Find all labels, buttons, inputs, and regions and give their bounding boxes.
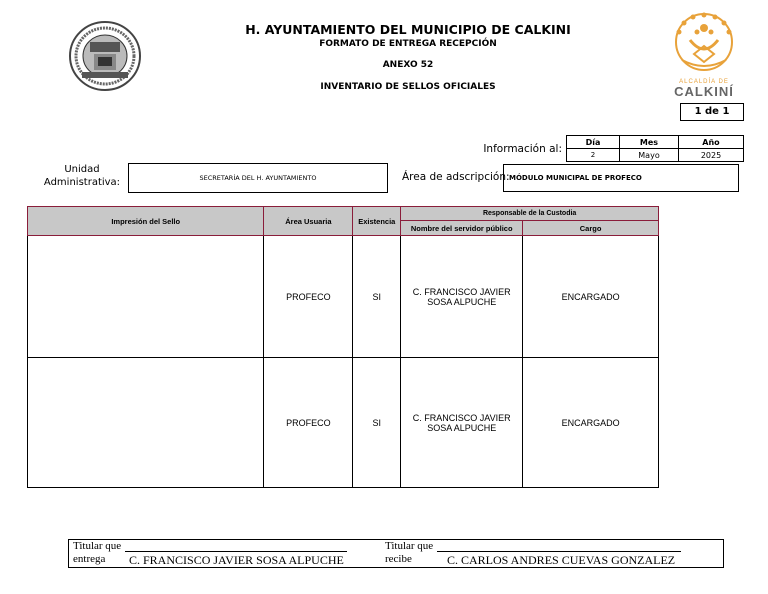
logo-text-calkini: CALKINÍ [674,84,734,99]
recibe-label-line2: recibe [385,553,412,565]
cargo-cell: ENCARGADO [523,358,659,488]
col-cargo: Cargo [523,221,659,236]
entrega-name: C. FRANCISCO JAVIER SOSA ALPUCHE [129,553,344,567]
anio-value: 2025 [679,149,744,162]
area-adscripcion-label: Área de adscripción: [402,171,510,183]
seals-inventory-table [27,206,659,488]
document-title: H. AYUNTAMIENTO DEL MUNICIPIO DE CALKINI [245,22,571,37]
calkini-logo [662,10,746,99]
signature-block [68,539,724,568]
unidad-administrativa-label [40,163,124,189]
existencia-cell: SI [353,236,401,358]
entrega-label-line2: entrega [73,553,106,565]
anio-header: Año [679,136,744,149]
area-usuaria-cell: PROFECO [264,358,353,488]
annex-label: ANEXO 52 [382,60,434,70]
table-row [28,358,659,488]
unidad-label-line1: Unidad [64,164,100,175]
recibe-signature [381,540,721,567]
table-row [28,236,659,358]
page-number: 1 de 1 [680,103,744,121]
entrega-label-line1: Titular que [73,540,122,552]
entrega-signature [69,540,381,567]
unidad-administrativa-value: SECRETARÍA DEL H. AYUNTAMIENTO [128,163,388,193]
municipal-seal-logo [68,20,142,92]
mes-value: Mayo [620,149,679,162]
col-area-usuaria: Área Usuaria [264,207,353,236]
seal-impression-cell [28,236,264,358]
entrega-label [73,540,121,566]
cargo-cell: ENCARGADO [523,236,659,358]
nombre-cell: C. FRANCISCO JAVIER SOSA ALPUCHE [401,236,523,358]
recibe-label-line1: Titular que [385,540,434,552]
area-usuaria-cell: PROFECO [264,236,353,358]
inventory-title: INVENTARIO DE SELLOS OFICIALES [320,82,496,92]
col-existencia: Existencia [353,207,401,236]
col-responsable: Responsable de la Custodia [401,207,659,221]
logo-text-alcaldia: ALCALDÍA DE [679,79,729,85]
unidad-label-line2: Administrativa: [43,177,121,188]
recibe-name: C. CARLOS ANDRES CUEVAS GONZALEZ [447,553,676,567]
document-subtitle: FORMATO DE ENTREGA RECEPCIÓN [319,39,497,49]
mes-header: Mes [620,136,679,149]
nombre-cell: C. FRANCISCO JAVIER SOSA ALPUCHE [401,358,523,488]
entrega-signature-line [125,551,347,552]
dia-value: 2 [567,149,620,162]
col-nombre: Nombre del servidor público [401,221,523,236]
date-table [566,135,744,162]
area-adscripcion-value: MÓDULO MUNICIPAL DE PROFECO [503,164,739,192]
col-impresion: Impresión del Sello [28,207,264,236]
info-date-label: Información al: [483,143,562,155]
seal-impression-cell [28,358,264,488]
recibe-label [385,540,433,566]
dia-header: Día [567,136,620,149]
existencia-cell: SI [353,358,401,488]
recibe-signature-line [437,551,681,552]
